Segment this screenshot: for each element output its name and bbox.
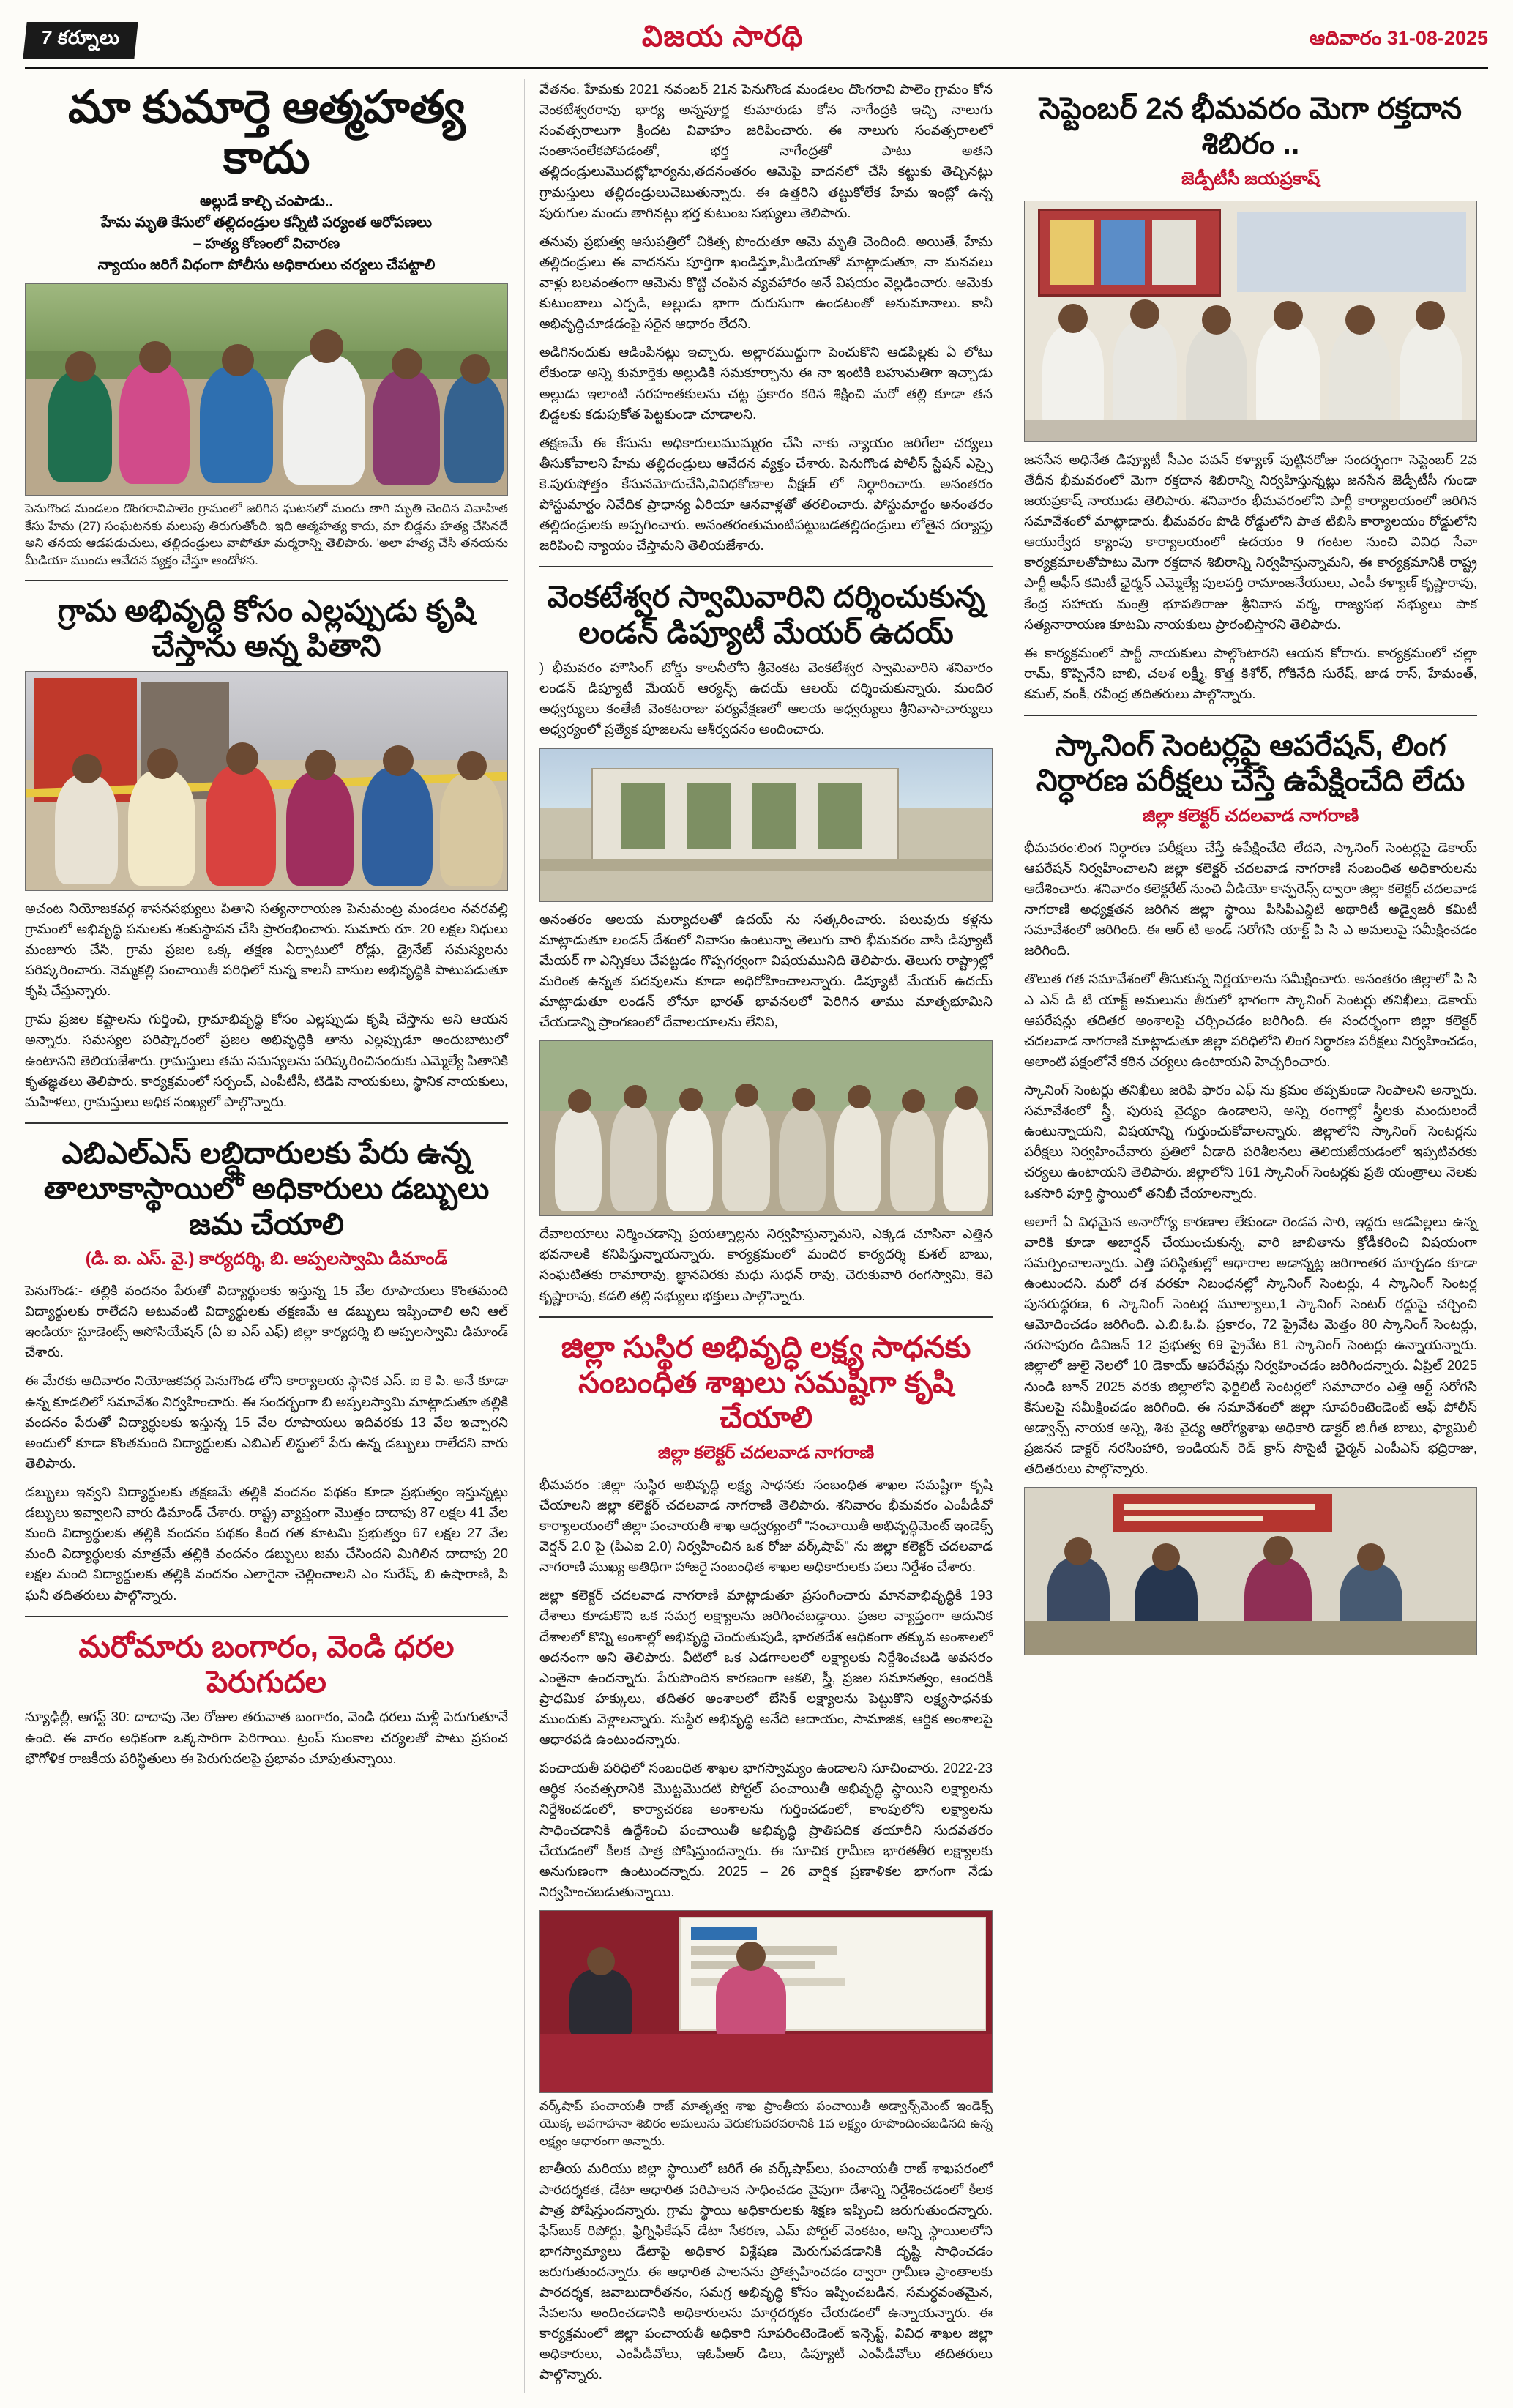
section-divider [25,580,508,581]
deck-line-2: హేమ మృతి కేసులో తల్లిదండ్రుల కన్నీటి పర్యంత ఆరోపణలు [100,214,433,231]
section3-body-1: పెనుగొండ:- తల్లికి వందనం పేరుతో విద్యార్థులకు ఇస్తున్న 15 వేల రూపాయలు కొంతమంది విద్యార్థులకు రాలేదని అటువంటి విద్యార్థులకు తక్షణమే ఆ డబ్బులు ఇప్పించాలి అని ఆల్ ఇండియా స్టూడెంట్స్ అసోసియేషన్ (ఏ ఐ ఎస్ ఎఫ్) జిల్లా కార్యదర్శి బి అప్పలస్వామి డిమాండ్ చేశారు. [25,1283,508,1360]
col2-body-1: వేతనం. హేమకు 2021 నవంబర్ 21న పెనుగొండ మండలం దొంగరావి పాలెం గ్రామం కోన వెంకటేశ్వరరావు భార్య అన్నపూర్ణ కుమారుడు కోన నాగేంద్రకి ఇచ్చి నాలుగు సంవత్సరాలుగా క్రిందట వివాహం జరిపించారు. ఈ నాలుగు సంవత్సరాలలో సంతానంలేకపోవడంతో, భర్త నాగేంద్రతో పాటు అతని తల్లిదండ్రులుమొదట్లోభార్యను,తదనంతరం ఆమెపై వాదనలో చేసి కట్టుకు తెచ్చినట్లు గ్రామస్తులు తల్లిదండ్రులుచెబుతున్నారు. ఈ ఉత్తరిని తట్టుకోలేక హేమ ఇంట్లో ఉన్న పురుగుల మందు తాగినట్లు భర్త కుటుంబ సభ్యులు తెలిపారు. [539,81,993,220]
section3-headline: ఎబిఎల్ఎస్ లబ్ధిదారులకు పేరు ఉన్న తాలూకాస్థాయిలో అధికారులు డబ్బులు జమ చేయాలి [43,1136,490,1241]
photo-workshop-dais [539,1910,993,2093]
col2-body-3: అడిగినందుకు ఆడింపినట్లు ఇచ్చారు. అల్లారముద్దుగా పెంచుకొని ఆడపిల్లకు ఏ లోటు లేకుండా అన్ని కుమార్తెకు అల్లుడికి సమకూర్చాను ఈ నా ఇంటికి బహుమతిగా ఇచ్చాడు అల్లుడు ఇలాంటి నరహంతకులను చట్ట ప్రకారం కఠిన శిక్షించి మరో తల్లి కూడా తన బిడ్డలకు కడుపుకోత పెట్టకుండా చూడాలని. [539,344,993,422]
col2-divider-2 [539,1316,993,1318]
col3-section2-body-1: భీమవరం:లింగ నిర్ధారణ పరీక్షలు చేస్తే ఉపేక్షించేది లేదని, స్కానింగ్ సెంటర్లపై డెకాయ్ ఆపరేషన్ నిర్వహించాలని జిల్లా కలెక్టర్ చదలవాడ నాగరాణి సంబంధిత అధికారులను ఆదేశించారు. శనివారం కలెక్టరేట్ నుంచి వీడియో కాన్ఫరెన్స్ ద్వారా జిల్లా కలెక్టర్ చదలవాడ నాగరాణి అధ్యక్షతన జరిగిన జిల్లా స్థాయి పిసిపిఎన్డిటి అథారిటీ అడ్వైజరీ కమిటీ సమావేశంలో జరిగింది. ఈ ఆర్ టి అండ్ సరోగసి యాక్ట్ పి సి ఎ అమలుపై సమీక్షించడం జరిగింది. [1024,839,1477,958]
col2-divider-1 [539,566,993,567]
col2-section3-headline: జిల్లా సుస్థిర అభివృద్ధి లక్ష్య సాధనకు సంబంధిత శాఖలు సమష్టిగా కృషి చేయాలి [561,1330,971,1435]
col2-section3-body-1: భీమవరం :జిల్లా సుస్థిర అభివృద్ధి లక్ష్య సాధనకు సంబంధిత శాఖల సమష్టిగా కృషి చేయాలని జిల్లా కలెక్టర్ చదలవాడ నాగరాణి తెలిపారు. శనివారం భీమవరం ఎంపీడీవో కార్యాలయంలో జిల్లా పంచాయతీ శాఖ ఆధ్వర్యంలో "సంచాయితీ అభివృద్ధిమెంట్ ఇండెక్స్ వెర్షన్ 2.0 పై (పిఎఐ 2.0) నిర్వహించిన ఒక రోజు వర్క్‌షాప్" ను జిల్లా కలెక్టర్ చదలవాడ నాగరాణి ముఖ్య అతిథిగా హాజరై సంబంధిత శాఖల అధికారులకు పలు నిర్దేశం చేశారు. [539,1476,993,1575]
photo-ribbon-cutting [25,671,508,891]
col3-body-1: జనసేన అధినేత డిప్యూటీ సీఎం పవన్ కళ్యాణ్ పుట్టినరోజు సందర్భంగా సెప్టెంబర్ 2వ తేదీన భీమవరంలో మెగా రక్తదాన శిబిరాన్ని నిర్వహిస్తున్నట్లు జనసేన జెడ్పీటీసీ గుండా జయప్రకాష్ నాయుడు తెలిపారు. శనివారం భీమవరంలోని పార్టీ కార్యాలయంలో జరిగిన సమావేశంలో మాట్లాడారు. భీమవరం పొడి రోడ్డులోని పాత టిబిసి కార్యాలయం రోడ్డులోని ఆయుర్వేద క్యాంపు కార్యాలయంలో ఉదయం 9 గంటల నుంచి వివిధ సేవా కార్యక్రమాలతోపాటు మెగా రక్తదాన శిబిరాన్ని నిర్వహిస్తున్నామని, ఈ కార్యక్రమానికి రాష్ట్ర పార్టీ ఆఫీస్ కమిటీ ఛైర్మన్ ఎమ్మెల్యే పులపర్తి రామాంజనేయులు, ఎంపీ కళ్యాణ్ కృష్ణారావు, కేంద్ర సహాయ మంత్రి భూపతిరాజు శ్రీనివాస వర్మ, రాజ్యసభ సభ్యులు పాక సత్యనారాయణ కూటమి నాయకులు ప్రారంభిస్తారని తెలిపారు. [1024,451,1477,632]
col2-section3-body-3: పంచాయతీ పరిధిలో సంబంధిత శాఖల భాగస్వామ్యం ఉండాలని సూచించారు. 2022-23 ఆర్థిక సంవత్సరానికి మొట్టమొదటి పోర్టల్ పంచాయితీ అభివృద్ధి స్థాయిని లక్ష్యాలను నిర్దేశించడంలో, కార్యాచరణ అంశాలను గుర్తించడంలో, కాంపులోని లక్ష్యాలను సాధించడానికి ఉద్దేశించి పంచాయితీ అభివృద్ధి ప్రాతిపదిక తయారీని సుదవతరం చేయడంలో కీలక పాత్ర పోషిస్తుందన్నారు. ఈ సూచిక గ్రామీణ భారతతీర లక్ష్యాలకు అనుగుణంగా ఉంటుందన్నారు. 2025 – 26 వార్షిక ప్రణాళికల భాగంగా నేడు నిర్వహించబడుతున్నాయి. [539,1760,993,1899]
photo-caption-1: పెనుగొండ మండలం దొంగరావిపాలెం గ్రామంలో జరిగిన ఘటనలో మందు తాగి మృతి చెందిన వివాహిత కేసు హేమ (27) సంఘటనకు మలుపు తిరుగుతోంది. ఇది ఆత్మహత్య కాదు, మా బిడ్డను హత్య చేసినదే అని తనయ ఆడపడుచులు, తల్లిదండ్రులు వాపోతూ మర్మరాన్ని తెలిపారు. 'అలా హత్య చేసి తనయను మీడియా ముందు ఆవేదన వ్యక్తం చేస్తూ ఆందోళన. [25,501,508,568]
section2-headline: గ్రామ అభివృద్ధి కోసం ఎల్లప్పుడు కృషి చేస్తాను అన్న పితాని [58,594,475,663]
col2-section2-body-1: ) భీమవరం హౌసింగ్ బోర్డు కాలనీలోని శ్రీవెంకట వెంకటేశ్వర స్వామివారిని శనివారం లండన్ డిప్యూటీ మేయర్ ఆర్యన్స్ ఉదయ్ ఆలయ్ దర్శించుకున్నారు. మందిర అధ్వర్యులు కంతేజీ వెంకటరాజు పర్యవేక్షణలో ఆలయ అధ్వర్యులు శ్రీనివాసాచార్యులు అధ్వర్యంలో ప్రత్యేక పూజలను ఆశీర్వదనం అందించారు. [539,660,993,737]
col3-divider-1 [1024,715,1477,716]
col3-section2-byline: జిల్లా కలెక్టర్ చదలవాడ నాగరాణి [1142,805,1359,826]
col3-section2-body-3: స్కానింగ్ సెంటర్లు తనిఖీలు జరిపి ఫారం ఎఫ్ ను క్రమం తప్పకుండా నింపాలని అన్నారు. సమావేశంలో స్త్రీ, పురుష వైద్యం ఉండాలని, అన్ని రంగాల్లో స్త్రీలకు మందులందే ఉంటున్నాయని, విషయాన్ని గుర్తుంచుకోవాలన్నారు. జిల్లాలోని స్కానింగ్ సెంటర్లను పరీక్షలు నిర్వహించేవారు ప్రతిలో ఏడాది పరిశీలనలు తెలియజేయడంలో ఇప్పటివరకు చర్యలు ఉంటాయని తెలిపారు. జిల్లాలోని 161 స్కానింగ్ సెంటర్లకు ప్రతి యంత్రాలు నెలకు ఒకసారి పూర్తి స్థాయిలో తనిఖీ చేయాలన్నారు. [1024,1082,1477,1201]
photo-temple [539,748,993,902]
page-grid [25,79,1488,2393]
paper-title: విజయ సారథి [641,20,804,53]
deck-line-1: అల్లుడే కాల్చి చంపాడు.. [200,193,333,209]
col2-photo-caption: వర్క్‌షాప్ పంచాయతీ రాజ్ మాతృత్వ శాఖ ప్రాంతీయ పంచాయితీ అడ్వాన్స్‌మెంట్ ఇండెక్స్ యొక్క అవగాహనా శిబిరం అమలును వెరుకగువరవరానికి 1వ లక్ష్యం రూపొందించబడినది ఉన్న లక్ష్యం ఆధారంగా అన్నారు. [539,2099,993,2148]
section2-body-1: అచంట నియోజకవర్గ శాసనసభ్యులు పితాని సత్యనారాయణ పెనుమంట్ర మండలం నవరవల్లి గ్రామంలో అభివృద్ధి పనులకు శంకుస్థాపన చేసి ప్రారంభించారు. సుమారు రూ. 20 లక్షల నిధులు మంజూరు చేసి, గ్రామ ప్రజల ఒక్క తక్షణ ఏర్పాటులో రోడ్లు, డ్రైనేజ్ సమస్యలను పరిష్కరించారు. నెమ్మకల్లి పంచాయితీ పరిధిలో నున్న కాలనీ వాసుల అభివృద్ధికి పాటుపడుతూ కృషి చేస్తున్నారు. [25,900,508,999]
section-divider-3 [25,1616,508,1617]
col2-body-4: తక్షణమే ఈ కేసును అధికారులుముమ్మరం చేసి నాకు న్యాయం జరిగేలా చర్యలు తీసుకోవాలని హేమ తల్లిదండ్రులు ఆవేదన వ్యక్తం చేశారు. పెనుగొండ పోలీస్ స్టేషన్ ఎస్సై కె.పురుషోత్తం కేసునమోదుచేసి,వివిధకోణాల వీక్షణ్ లో నిర్ధారించారు. అనంతరం పోస్టుమార్టం నివేదిక ప్రాధాన్య ఏరియా ఆనవాళ్లతో తరలించారు. పోస్టుమార్టం అనంతరం తల్లిదండ్రులకు అప్పగించారు. అనంతరంతుమంటిపట్టుబడతల్లిదండ్రులు లోతైన దర్యాప్తు జరిపించి న్యాయం చేస్తామని తెలియజేశారు. [539,434,993,553]
col3-section2-headline: స్కానింగ్ సెంటర్లపై ఆపరేషన్, లింగ నిర్ధారణ పరీక్షలు చేస్తే ఉపేక్షించేది లేదు [1036,728,1465,798]
section-divider-2 [25,1122,508,1124]
col2-section3-byline: జిల్లా కలెక్టర్ చదలవాడ నాగరాణి [657,1442,875,1463]
issue-date: ఆదివారం 31-08-2025 [1309,26,1488,49]
col3-body-2: ఈ కార్యక్రమంలో పార్టీ నాయకులు పాల్గొంటారని ఆయన కోరారు. కార్యక్రమంలో చల్లా రామ్, కొప్పినేని బాబి, చలశ లక్ష్మీ, కొత్త కిశోర్, గోకినేది సురేష్, జాడ రాస్, హేమంత్, కమల్, వంకీ, రవీంద్ర తదితరులు పాల్గొన్నారు. [1024,644,1477,701]
col3-byline: జెడ్పీటీసీ జయప్రకాష్ [1181,168,1320,189]
section3-byline: (డి. ఐ. ఎస్. వై.) కార్యదర్శి, బి. అప్పలస్వామి డిమాండ్ [85,1249,448,1270]
masthead [25,20,1488,69]
photo-collector-meeting [1024,1487,1477,1655]
section2-body-2: గ్రామ ప్రజల కష్టాలను గుర్తించి, గ్రామాభివృద్ధి కోసం ఎల్లప్పుడు కృషి చేస్తాను అని ఆయన అన్నారు. సమస్యల పరిష్కారంలో ప్రజల అభివృద్ధికి తాను ఎల్లప్పుడూ అందుబాటులో ఉంటానని తెలియజేశారు. గ్రామస్తులు తమ సమస్యలను పరిష్కరించినందుకు ఎమ్మెల్యే పితానికి కృతజ్ఞతలు తెలిపారు. కార్యక్రమంలో సర్పంచ్, ఎంపీటీసీ, టిడిపి నాయకులు, స్థానిక నాయకులు, మహిళలు, గ్రామస్తులు అధిక సంఖ్యలో పాల్గొన్నారు. [25,1011,508,1109]
page-number-badge: 7 కర్నూలు [23,22,138,59]
section4-body: న్యూఢిల్లీ, ఆగస్ట్ 30: దాదాపు నెల రోజుల తరువాత బంగారం, వెండి ధరలు మళ్లీ పెరుగుతూనే ఉంది. ఈ వారం అధికంగా ఒక్కసారిగా పెరిగాయి. ట్రంప్ సుంకాల చర్యలతో పాటు ప్రపంచ భౌగోళిక రాజకీయ పరిస్థితులు ఈ పెరుగుదలపై ప్రభావం చూపుతున్నాయి. [25,1709,508,1766]
deck-line-3: – హత్య కోణంలో విచారణ [193,235,340,252]
col3-section2-body-4: అలాగే ఏ విధమైన అనారోగ్య కారణాల లేకుండా రెండవ సారి, ఇద్దరు ఆడపిల్లలు ఉన్న వారికి కూడా అబార్షన్ చేయుంచుకున్న, వారి జాబితాను క్రోడీకరించి విషయంగా సమర్పించాలన్నారు. ఎత్తి పరిస్థితుల్లో ఆధారాల అడాన్నట్ల జరిగాంతర మార్చడం కూడా ఉంటుందని. మరో దశ వరకూ నిబంధనల్లో స్కానింగ్ సెంటర్లు, 4 స్కానింగ్ సెంటర్ల పునరుద్ధరణ, 6 స్కానింగ్ సెంటర్ల మూల్యాలు,1 స్కానింగ్ సెంటర్ రద్దుపై చర్చించి ఆమోదించడం జరిగింది. ఎ.బి.ఓ.పి. ప్రకారం, 72 ప్రైవేట మెత్తం 80 స్కానింగ్ సెంటర్లు, నరసాపురం డివిజన్ 12 ప్రభుత్వ 69 ప్రైవేట 81 స్కానింగ్ సెంటర్లు ఉన్నాయన్నారు. జిల్లాలో జులై నెలలో 10 డెకాయ్ ఆపరేషన్లు నిర్వహించడం జరిగిందన్నారు. ఏప్రిల్ 2025 నుండి జూన్ 2025 వరకు జిల్లాలోని ఫెర్టిలిటీ సెంటర్లలో సమాచారం ఎత్తి ఆర్ట్ సరోగసి కేసులపై సమీక్షించడం జరిగింది. ఈ సమావేశంలో జిల్లా సూపరింటెండెంట్ ఆఫ్ పోలీస్ అడ్వాన్స్ నాయక అన్ని, శిశు వైద్య ఆరోగ్యశాఖ అధికారి డాక్టర్ జి.గీత బాబు, ఫ్యామిలీ ప్రజనన డాక్టర్ నరసింహారి, ఇండియన్ రెడ్ క్రాస్ సొసైటీ ఛైర్మన్ ఎంపీఎస్ భద్రిరాజు, తదితరులు పాల్గొన్నారు. [1024,1213,1477,1476]
photo-group-temple [539,1040,993,1216]
col2-body-2: తనువు ప్రభుత్వ ఆసుపత్రిలో చికిత్స పొందుతూ ఆమె మృతి చెందింది. అయితే, హేమ తల్లిదండ్రులు ఈ వాదనను పూర్తిగా ఖండిస్తూ,మీడియాతో మాట్లాడుతూ, నా మనవలు వాళ్లు బలవంతంగా ఆమెను కొట్టి చంపిన వ్యవహారం అనే విషయం వెల్లడించారు. ఆమెకు కుటుంబాలు ఎర్పడి, అల్లుడు భాగా దురుసుగా ఉండటంతో అనుమానాలు. కానీ అభివృద్ధిచూడడంపై సరైన ఆధారం లేదని. [539,233,993,332]
lead-deck [25,191,508,276]
column-right [1009,79,1477,2393]
lead-headline: మా కుమార్తె ఆత్మహత్య కాదు [67,82,466,184]
column-left [25,79,508,2393]
photo-protest-family [25,283,508,496]
col2-section2-headline: వెంకటేశ్వర స్వామివారిని దర్శించుకున్న లండన్ డిప్యూటీ మేయర్ ఉదయ్ [547,580,985,649]
column-center [524,79,993,2393]
col2-section2-body-3: దేవాలయాలు నిర్మించడాన్ని ప్రయత్నాల్లను నిర్వహిస్తున్నామని, ఎక్కడ చూసినా ఎత్తిన భవనాలకి కనిపిస్తున్నాయన్నారు. కార్యక్రమంలో మందిర కార్యదర్శి కుశల్ బాబు, సంఘటితకు రామారావు, జ్ఞానవిరకు మధు సుధన్ రావు, చెరుకువారి రంగస్వామి, కెవి కృష్ణారావు, కడలి తల్లి సభ్యులు భక్తులు పాల్గొన్నారు. [539,1226,993,1303]
col2-section2-body-2: అనంతరం ఆలయ మర్యాదలతో ఉదయ్ ను సత్కరించారు. పలువురు కళ్లను మాట్లాడుతూ లండన్ దేశంలో నివాసం ఉంటున్నా తెలుగు వారి భీమవరం వాసి డిప్యూటీ మేయర్ గా ఎన్నికలు చేపట్టడం గొప్పగర్వంగా విషయమునిది తెలిపారు. తెలుగు రాష్ట్రాల్లో మరింత ఉన్నత పదవులను కూడా అధిరోహించాలన్నారు. డిప్యూటీ మేయర్ ఉదయ్ మాట్లాడుతూ లండన్ లోనూ భారత్ భావనలలో పెరిగిన తాము మాతృభూమిని చేయడాన్ని ప్రాంగణంలో దేవాలయాలను లేనివి, [539,911,993,1030]
section3-body-2: ఈ మేరకు ఆదివారం నియోజకవర్గ పెనుగొండ లోని కార్యాలయ స్థానిక ఎస్. ఐ కె పి. అనే కూడా ఉన్న కూడలిలో సమావేశం నిర్వహించారు. ఈ సందర్భంగా బి అప్పలస్వామి మాట్లాడుతూ తల్లికి వందనం పేరుతో విద్యార్థులకు ఇస్తున్న 15 వేల రూపాయలు ఇదివరకు 13 వేల ఇచ్చారని అందులో కూడా కొంతమంది విద్యార్థులకు ఎబిఎల్ లిస్టులో పేరు ఉన్న డబ్బులు రాలేదని వారు తెలిపారు. [25,1373,508,1471]
col2-section3-body-2: జిల్లా కలెక్టర్ చదలవాడ నాగరాణి మాట్లాడుతూ ప్రసంగించారు మానవాభివృద్ధికి 193 దేశాలు కూడుకొని ఒక సమగ్ర లక్ష్యాలను జరిగించబడ్డాయి. ప్రజల వ్యాప్తంగా ఆదునిక దేశాలలో కొన్ని అంశాల్లో అభివృద్ధి చెందుతుపుడి, భారతదేశ ఆధికంగా తక్కువ అంశాలలో అదనంగా అని తెలిపారు. వీటిలో ఒక ఎడగాలలలో లక్ష్యాలకు నిర్దేశించబడి అవసరం ఎంతైనా ఉందన్నారు. పేరుపొందిన కారణంగా ఆకలి, స్త్రీ, ప్రజల సమానత్వం, ఆందరికీ ప్రాధమిక హక్కులు, తదితర అంశాలలో బేసిక్ లక్ష్యాలను పెట్టుకొని లక్ష్యసాధనకు ముందుకు వెళ్లాలన్నారు. సుస్థిర అభివృద్ధి అనేది ఆదాయం, సామాజిక, ఆర్థిక అంశాలపై ఆధారపడి ఉంటుందన్నారు. [539,1587,993,1748]
section4-headline: మరోమారు బంగారం, వెండి ధరల పెరుగుదల [78,1629,455,1699]
col3-headline: సెప్టెంబర్ 2న భీమవరం మెగా రక్తదాన శిబిరం .. [1039,92,1462,161]
photo-party-meeting [1024,201,1477,442]
section3-body-3: డబ్బులు ఇవ్వని విద్యార్థులకు తక్షణమే తల్లికి వందనం పథకం కూడా ప్రభుత్వం ఇస్తున్నట్లు డబ్బులు ఇవ్వాలని వారు డిమాండ్ చేశారు. రాష్ట్ర వ్యాప్తంగా మొత్తం దాదాపు 87 లక్షల 41 వేల మంది విద్యార్థులకు తల్లికి వందనం పథకం కింద గత కూటమి ప్రభుత్వం 67 లక్షల 27 వేల మంది విద్యార్థులకు మాత్రమే తల్లికి వందనం డబ్బులు జమ చేసిందని మిగిలిన దాదాపు 20 లక్షల మంది విద్యార్థులకు తల్లికి వందనం ఎలాగైనా చెల్లించాలని ఎం సురేష్, బి ఉషారాణి, పి ఘనీ తదితరులు పాల్గొన్నారు. [25,1484,508,1603]
col3-section2-body-2: తొలుత గత సమావేశంలో తీసుకున్న నిర్ణయాలను సమీక్షించారు. అనంతరం జిల్లాలో పి సి ఎ ఎన్ డి టి యాక్ట్ అమలును తీరులో భాగంగా స్కానింగ్ సెంటర్లు తనిఖీలు, డెకాయ్ ఆపరేషన్లు తదితర అంశాలపై చర్చించడం జరిగింది. ఈ సందర్భంగా జిల్లా కలెక్టర్ చదలవాడ నాగరాణి మాట్లాడుతూ జిల్లా పరిధిలోని లింగ నిర్ధారణ పరీక్షలు నిర్వహించడం, అలాంటి పక్షంలోనే కఠిన చర్యలు ఉంటాయని హెచ్చరించారు. [1024,971,1477,1069]
col2-section3-body-4: జాతీయ మరియు జిల్లా స్థాయిలో జరిగే ఈ వర్క్‌షాప్‌లు, పంచాయతీ రాజ్ శాఖపరంలో పారదర్శకత, డేటా ఆధారిత పరిపాలన సాధించడం వైపుగా దేశాన్ని నిర్దేశించడంలో కీలక పాత్ర పోషిస్తుందన్నారు. గ్రామ స్థాయి అధికారులకు శిక్షణ ఇప్పించి జరుగుతుందన్నారు. ఫేస్‌బుక్ రిపోర్టు, ఫ్రిగ్నిఫికేషన్ డేటా సేకరణ, ఎమ్ పోర్టల్ వెంకటం, అన్ని స్థాయిలలోని భాగస్వామ్యాలు డేటాపై అధికార విశ్లేషణ మెరుగుపడడానికి దృష్టి సాధించడం జరుగుతుందన్నారు. ఈ ఆధారిత పాలనను ప్రోత్సహించడం ద్వారా గ్రామీణ ప్రాంతాలకు పారదర్శక, జవాబుదారీతనం, సమగ్ర అభివృద్ధి కోసం ఇప్పించబడిన, సమర్ధవంతమైన, సేవలను అందించడానికి అధికారులను మార్గదర్శకం చేయడంలో ఉన్నాయన్నారు. ఈ కార్యక్రమంలో జిల్లా పంచాయతీ అధికారి సూపరింటెండెంట్ ఇన్సెప్ట్, వివిధ శాఖల జిల్లా అధికారులు, ఎంపీడీవోలు, ఇఓపీఆర్ డిలు, డిప్యూటీ ఎంపీడీవోలు తదితరులు పాల్గొన్నారు. [539,2161,993,2382]
deck-line-4: న్యాయం జరిగే విధంగా పోలీసు అధికారులు చర్యలు చేపట్టాలి [97,256,436,273]
